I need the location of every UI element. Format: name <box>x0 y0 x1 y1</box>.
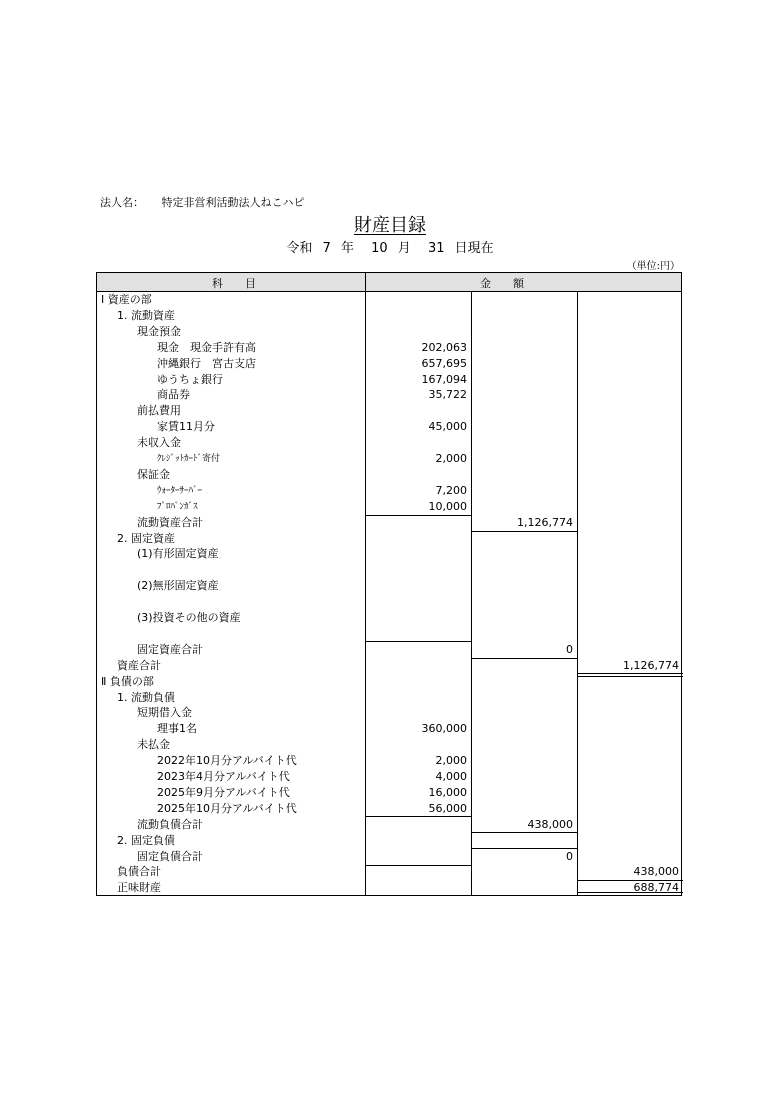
date-year-unit: 年 <box>340 241 354 256</box>
table-row <box>97 499 681 515</box>
row-label: 2025年10月分アルバイト代 <box>157 801 297 815</box>
header-subject: 科 目 <box>212 277 256 290</box>
row-label: 正味財産 <box>117 881 161 895</box>
row-label: 2. 固定資産 <box>117 531 175 545</box>
document-title: 財産目録 <box>354 215 426 236</box>
row-label: 2025年9月分アルバイト代 <box>157 785 290 799</box>
table-row <box>97 690 681 706</box>
date-year: 7 <box>322 241 331 256</box>
table-row <box>97 419 681 435</box>
row-label: 未収入金 <box>137 436 181 450</box>
amount-col1: 657,695 <box>421 356 467 370</box>
table-row <box>97 753 681 769</box>
amount-col1: 7,200 <box>435 483 467 497</box>
amount-col1: 4,000 <box>435 770 467 783</box>
row-label: 2. 固定負債 <box>117 833 175 847</box>
amount-col2: 1,126,774 <box>517 515 573 529</box>
row-label: (2)無形固定資産 <box>137 579 219 593</box>
row-label: ゆうちょ銀行 <box>157 372 223 386</box>
row-label: 商品券 <box>157 388 190 402</box>
row-label: 流動負債合計 <box>137 817 203 831</box>
table-row <box>97 642 681 658</box>
table-row <box>97 387 681 403</box>
table-row <box>97 626 681 642</box>
row-label: Ⅰ 資産の部 <box>101 293 152 306</box>
table-header <box>97 273 681 292</box>
table-row <box>97 833 681 849</box>
amount-col1: 45,000 <box>428 420 467 434</box>
amount-col1: 35,722 <box>428 388 467 402</box>
table-row <box>97 801 681 817</box>
row-label: 現金 現金手許有高 <box>157 340 256 354</box>
row-label: ｸﾚｼﾞｯﾄｶｰﾄﾞ寄付 <box>157 454 221 464</box>
amount-col1: 10,000 <box>428 499 467 513</box>
row-label: ｳｫｰﾀｰｻｰﾊﾞｰ <box>157 485 203 496</box>
date-month-unit: 月 <box>397 241 411 256</box>
table-row <box>97 610 681 626</box>
row-label: 1. 流動資産 <box>117 308 175 322</box>
as-of-date <box>0 237 780 256</box>
row-label: 負債合計 <box>117 865 161 879</box>
table-row <box>97 435 681 451</box>
amount-col1: 16,000 <box>428 785 467 799</box>
amount-col1: 2,000 <box>435 754 467 768</box>
date-era: 令和 <box>286 241 313 256</box>
amount-col2: 0 <box>566 849 573 863</box>
row-label: Ⅱ 負債の部 <box>101 674 154 688</box>
amount-col3: 1,126,774 <box>623 658 679 672</box>
table-row <box>97 785 681 801</box>
table-row <box>97 562 681 578</box>
inventory-table <box>96 272 682 896</box>
table-row <box>97 817 681 833</box>
amount-col2: 0 <box>566 642 573 656</box>
table-row <box>97 292 681 308</box>
date-month: 10 <box>371 241 388 256</box>
table-row <box>97 578 681 594</box>
table-row <box>97 483 681 499</box>
row-label: 前払費用 <box>137 404 181 418</box>
amount-col1: 360,000 <box>421 722 467 736</box>
amount-col3: 438,000 <box>633 865 679 879</box>
table-row <box>97 340 681 356</box>
row-label: 1. 流動負債 <box>117 690 175 704</box>
table-row <box>97 594 681 610</box>
table-row <box>97 467 681 483</box>
table-row <box>97 372 681 388</box>
amount-col1: 202,063 <box>421 340 467 354</box>
row-label: (3)投資その他の資産 <box>137 611 241 624</box>
table-row <box>97 308 681 324</box>
table-row <box>97 403 681 419</box>
table-row <box>97 451 681 467</box>
row-label: 未払金 <box>137 738 170 752</box>
row-label: 保証金 <box>137 467 170 481</box>
row-label: 短期借入金 <box>137 706 192 720</box>
row-label: 沖縄銀行 宮古支店 <box>157 356 256 370</box>
unit-note: （単位:円） <box>626 261 680 272</box>
organization-name: 特定非営利活動法人ねこハピ <box>161 196 305 209</box>
header-amount: 金 額 <box>480 277 524 290</box>
table-row <box>97 658 681 674</box>
amount-col2: 438,000 <box>527 817 573 831</box>
table-row <box>97 880 681 896</box>
amount-col1: 56,000 <box>428 801 467 815</box>
amount-col1: 167,094 <box>421 372 467 386</box>
table-row <box>97 356 681 372</box>
row-label: 家賃11月分 <box>157 420 215 434</box>
row-label: 2023年4月分アルバイト代 <box>157 770 290 783</box>
row-label: 資産合計 <box>117 658 161 672</box>
table-row <box>97 546 681 562</box>
row-label: 現金預金 <box>137 324 181 338</box>
table-row <box>97 531 681 547</box>
row-label: 固定資産合計 <box>137 642 203 656</box>
table-row <box>97 721 681 737</box>
amount-col1: 2,000 <box>435 452 467 465</box>
row-label: 流動資産合計 <box>137 515 203 529</box>
row-label: 固定負債合計 <box>137 849 203 863</box>
table-row <box>97 849 681 865</box>
row-label: 理事1名 <box>157 722 197 736</box>
organization-line <box>100 194 305 210</box>
table-row <box>97 737 681 753</box>
row-label: (1)有形固定資産 <box>137 547 219 561</box>
amount-col3: 688,774 <box>633 881 679 895</box>
organization-label: 法人名： <box>100 196 144 209</box>
table-row <box>97 324 681 340</box>
table-row <box>97 705 681 721</box>
table-row <box>97 515 681 531</box>
date-day-unit: 日現在 <box>454 241 494 256</box>
row-label: ﾌﾟﾛﾊﾟﾝｶﾞｽ <box>157 501 198 512</box>
date-day: 31 <box>427 241 445 256</box>
row-label: 2022年10月分アルバイト代 <box>157 754 297 768</box>
table-row <box>97 864 681 880</box>
table-row <box>97 769 681 785</box>
table-row <box>97 674 681 690</box>
